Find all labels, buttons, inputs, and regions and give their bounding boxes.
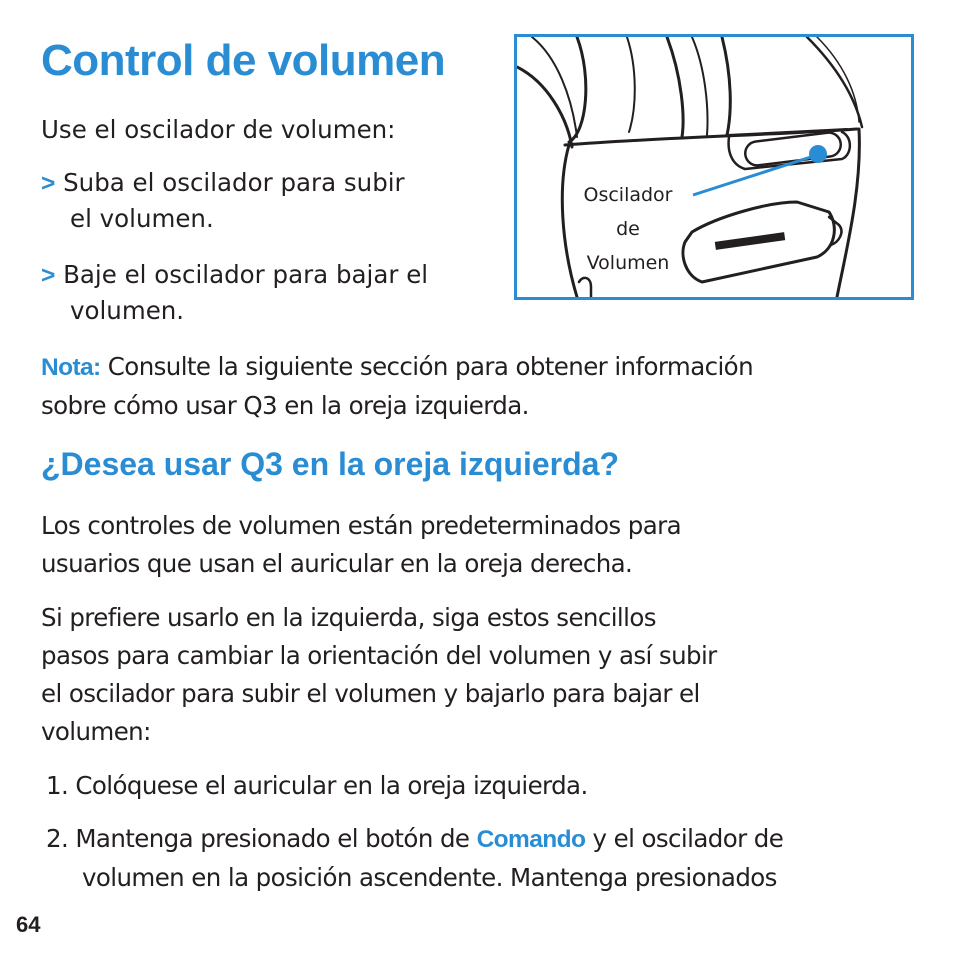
note-label: Nota: (41, 354, 101, 381)
intro-text: Use el oscilador de volumen: (41, 115, 396, 144)
page-title: Control de volumen (41, 36, 446, 85)
bullet-marker: > (41, 262, 56, 289)
volume-rocker-illustration (514, 34, 914, 300)
paragraph-line: volumen: (41, 717, 151, 746)
bullet-text: Baje el oscilador para bajar el (63, 260, 429, 289)
paragraph-line: pasos para cambiar la orientación del volumen y así subir (41, 641, 717, 670)
note-text: Consulte la siguiente sección para obtener información (100, 352, 753, 381)
bullet-text-continued: volumen. (70, 296, 185, 325)
callout-label-line: de (616, 218, 640, 240)
command-button-name: Comando (476, 826, 586, 853)
callout-label-line: Oscilador (583, 184, 673, 206)
step-text: Mantenga presionado el botón de (75, 824, 477, 853)
step-number: 1. (46, 771, 69, 800)
paragraph-line: Si prefiere usarlo en la izquierda, siga estos sencillos (41, 603, 656, 632)
bullet-item (41, 164, 405, 203)
note (41, 348, 753, 387)
bullet-text: Suba el oscilador para subir (63, 168, 405, 197)
paragraph-line: Los controles de volumen están predeterminados para (41, 511, 682, 540)
bullet-item (41, 256, 428, 295)
step-number: 2. (46, 824, 69, 853)
paragraph-line: usuarios que usan el auricular en la oreja derecha. (41, 549, 633, 578)
rocker-indicator-dot (809, 145, 827, 163)
page-number: 64 (16, 912, 41, 937)
section-title: ¿Desea usar Q3 en la oreja izquierda? (41, 446, 619, 482)
bullet-text-continued: el volumen. (70, 204, 214, 233)
bullet-marker: > (41, 170, 56, 197)
paragraph-line: el oscilador para subir el volumen y bajarlo para bajar el (41, 679, 700, 708)
callout-label-line: Volumen (586, 252, 670, 274)
step-text: y el oscilador de (585, 824, 784, 853)
step-text: Colóquese el auricular en la oreja izquierda. (75, 771, 588, 800)
step-item (46, 820, 783, 859)
step-item (46, 767, 588, 805)
note-text-continued: sobre cómo usar Q3 en la oreja izquierda. (41, 391, 529, 420)
step-text-continued: volumen en la posición ascendente. Mantenga presionados (82, 863, 777, 892)
